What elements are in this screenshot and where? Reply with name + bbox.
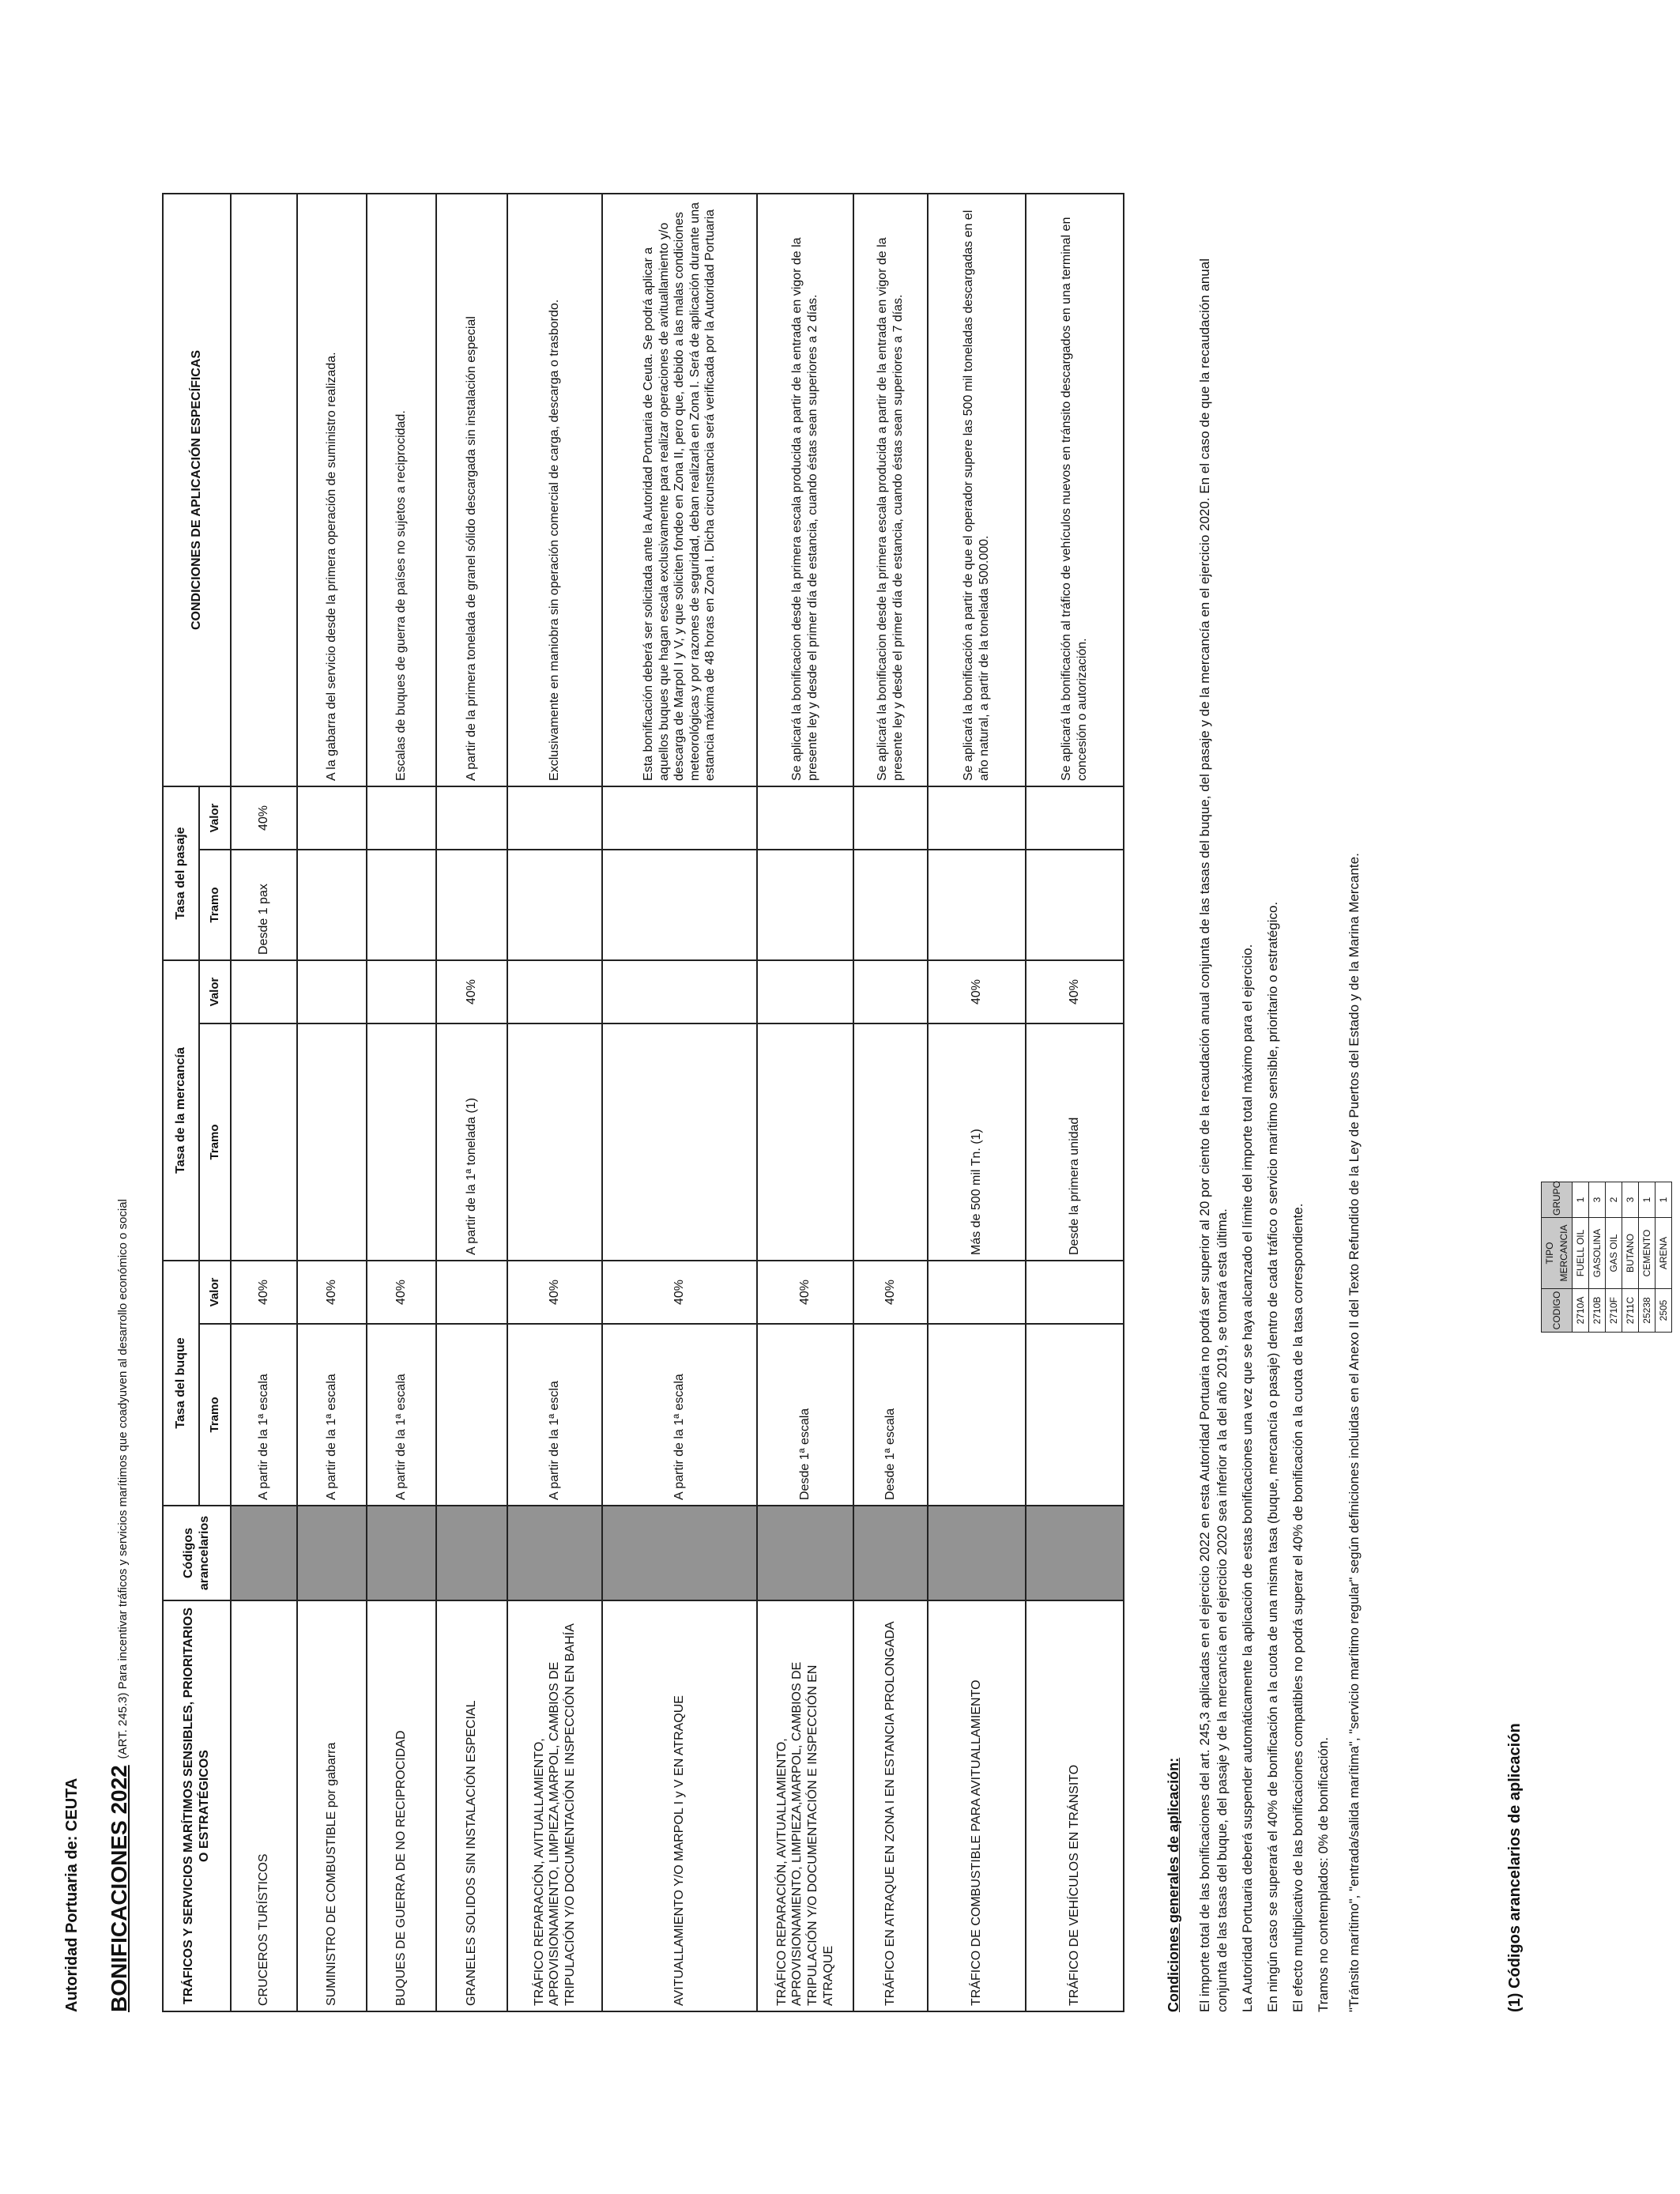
cell-pasaje-valor (928, 786, 1026, 850)
cell-condiciones: Exclusivamente en maniobra sin operación comercial de carga, descarga o trasbordo. (507, 194, 602, 786)
group-cell: 3 (1622, 1182, 1639, 1218)
cell-buque-valor (436, 1261, 507, 1324)
table-row (928, 194, 1026, 2011)
cell-merc-tramo: Desde la primera unidad (1026, 1023, 1124, 1261)
condition-paragraph: La Autoridad Portuaria deberá suspender automáticamente la aplicación de estas bonificaciones una vez que se haya alcanzado el límite del importe total máximo para el ejercicio. (1240, 944, 1256, 2012)
cell-pasaje-tramo (436, 850, 507, 960)
cell-buque-tramo: A partir de la 1ª escala (602, 1324, 757, 1506)
cell-pasaje-valor (602, 786, 757, 850)
type-cell: BUTANO (1622, 1218, 1639, 1289)
table-row (757, 194, 853, 2011)
cell-trafico: AVITUALLAMIENTO Y/O MARPOL I y V EN ATRAQUE (602, 1600, 757, 2011)
cell-merc-valor (367, 960, 436, 1023)
cell-pasaje-valor (757, 786, 853, 850)
codes-row (1656, 1182, 1672, 1333)
codes-row (1606, 1182, 1622, 1333)
title-text: BONIFICACIONES 2022 (107, 1765, 131, 2012)
header-buque-tramo: Tramo (199, 1324, 231, 1506)
header-trafico: TRÁFICOS Y SERVICIOS MARÍTIMOS SENSIBLES, PRIORITARIOS O ESTRATÉGICOS (163, 1600, 231, 2011)
table-row (507, 194, 602, 2011)
cell-pasaje-tramo (507, 850, 602, 960)
cell-pasaje-valor (436, 786, 507, 850)
cell-codigos (507, 1506, 602, 1600)
code-cell: 2505 (1656, 1289, 1672, 1333)
cell-trafico: TRÁFICO DE COMBUSTIBLE PARA AVITUALLAMIENTO (928, 1600, 1026, 2011)
cell-merc-tramo (507, 1023, 602, 1261)
cell-buque-valor (1026, 1261, 1124, 1324)
cell-buque-valor: 40% (853, 1261, 928, 1324)
condition-paragraph: En ningún caso se superará el 40% de bonificación a la cuota de una misma tasa (buque, mercancía o pasaje) dentro de cada tráfico o servicio marítimo sensible, prioritario o estratégico. (1265, 901, 1281, 2012)
header-merc-tramo: Tramo (199, 1023, 231, 1261)
cell-merc-tramo (297, 1023, 367, 1261)
codes-title: (1) Códigos arancelarios de aplicación (1506, 1723, 1524, 2012)
table-row (231, 194, 297, 2011)
cell-codigos (1026, 1506, 1124, 1600)
cell-condiciones: Esta bonificación deberá ser solicitada ante la Autoridad Portuaria de Ceuta. Se podrá aplicar a aquellos buques que hagan escala exclusivamente para realizar operaciones de avituallamiento y/o descarga de Marpol I y V, y que soliciten fondeo en Zona II, pero que, debido a las malas condiciones meteorológicas y por razones de seguridad, deban realizarla en Zona I. Será de aplicación durante una estancia máxima de 48 horas en Zona I. Dicha circunstancia será verificada por la Autoridad Portuaria (602, 194, 757, 786)
type-cell: CEMENTO (1639, 1218, 1656, 1289)
codes-row (1622, 1182, 1639, 1333)
header-tasa-pasaje: Tasa del pasaje (163, 786, 199, 960)
conditions-title: Condiciones generales de aplicación: (1166, 1757, 1181, 2012)
cell-merc-tramo (757, 1023, 853, 1261)
page-title (107, 1199, 132, 2012)
cell-pasaje-tramo: Desde 1 pax (231, 850, 297, 960)
condition-paragraph: "Tránsito marítimo", "entrada/salida marítima", "servicio marítimo regular" según definiciones incluidas en el Anexo II del Texto Refundido de la Ley de Puertos del Estado y de la Marina Mercante. (1346, 853, 1362, 2012)
cell-merc-valor: 40% (928, 960, 1026, 1023)
cell-trafico: GRANELES SOLIDOS SIN INSTALACIÓN ESPECIAL (436, 1600, 507, 2011)
condition-paragraph: El efecto multiplicativo de las bonificaciones compatibles no podrá superar el 40% de bonificación a la cuota de la tasa correspondiente. (1290, 1203, 1306, 2012)
cell-pasaje-valor (367, 786, 436, 850)
cell-condiciones: A la gabarra del servicio desde la primera operación de suministro realizada. (297, 194, 367, 786)
cell-merc-valor (602, 960, 757, 1023)
codes-row (1573, 1182, 1589, 1333)
cell-codigos (757, 1506, 853, 1600)
cell-pasaje-valor (1026, 786, 1124, 850)
cell-buque-valor: 40% (602, 1261, 757, 1324)
cell-buque-tramo: A partir de la 1ª escala (297, 1324, 367, 1506)
type-cell: GAS OIL (1606, 1218, 1622, 1289)
cell-condiciones: Se aplicará la bonificación al tráfico de vehículos nuevos en tránsito descargados en una terminal en concesión o autorización. (1026, 194, 1124, 786)
codes-row (1589, 1182, 1606, 1333)
cell-buque-tramo: A partir de la 1ª escala (231, 1324, 297, 1506)
cell-trafico: BUQUES DE GUERRA DE NO RECIPROCIDAD (367, 1600, 436, 2011)
cell-buque-tramo: A partir de la 1ª escala (367, 1324, 436, 1506)
cell-buque-tramo: Desde 1ª escala (853, 1324, 928, 1506)
table-row (853, 194, 928, 2011)
table-row (1026, 194, 1124, 2011)
cell-codigos (367, 1506, 436, 1600)
cell-merc-tramo (367, 1023, 436, 1261)
cell-codigos (928, 1506, 1026, 1600)
cell-merc-valor (297, 960, 367, 1023)
cell-buque-tramo: Desde 1ª escala (757, 1324, 853, 1506)
condition-paragraph: Tramos no contemplados: 0% de bonificación. (1316, 1736, 1332, 2012)
codes-header-tipo: TIPO MERCANCIA (1542, 1218, 1573, 1289)
group-cell: 1 (1639, 1182, 1656, 1218)
cell-pasaje-tramo (297, 850, 367, 960)
cell-pasaje-tramo (853, 850, 928, 960)
header-pasaje-valor: Valor (199, 786, 231, 850)
bonificaciones-table (162, 193, 1124, 2012)
cell-buque-tramo (1026, 1324, 1124, 1506)
cell-merc-tramo (602, 1023, 757, 1261)
cell-buque-valor: 40% (507, 1261, 602, 1324)
cell-buque-valor: 40% (297, 1261, 367, 1324)
cell-merc-valor: 40% (1026, 960, 1124, 1023)
cell-condiciones (231, 194, 297, 786)
cell-condiciones: A partir de la primera tonelada de granel sólido descargada sin instalación especial (436, 194, 507, 786)
cell-merc-tramo (231, 1023, 297, 1261)
cell-trafico: TRÁFICO REPARACIÓN, AVITUALLAMIENTO, APROVISIONAMIENTO, LIMPIEZA,MARPOL, CAMBIOS DE TRIPULACIÓN Y/O DOCUMENTACIÓN E INSPECCIÓN EN BAHÍA (507, 1600, 602, 2011)
group-cell: 3 (1589, 1182, 1606, 1218)
title-note: (ART. 245.3) Para incentivar tráficos y servicios marítimos que coadyuven al desarrollo económico o social (116, 1199, 130, 1759)
header-condiciones: CONDICIONES DE APLICACIÓN ESPECÍFICAS (163, 194, 231, 786)
codes-header-grupo: GRUPO (1542, 1182, 1573, 1218)
codes-row (1639, 1182, 1656, 1333)
cell-merc-valor (231, 960, 297, 1023)
cell-buque-valor: 40% (367, 1261, 436, 1324)
header-tasa-buque: Tasa del buque (163, 1261, 199, 1506)
code-cell: 2711C (1622, 1289, 1639, 1333)
cell-pasaje-tramo (602, 850, 757, 960)
cell-buque-tramo (928, 1324, 1026, 1506)
group-cell: 2 (1606, 1182, 1622, 1218)
cell-pasaje-valor (507, 786, 602, 850)
type-cell: GASOLINA (1589, 1218, 1606, 1289)
cell-pasaje-valor (853, 786, 928, 850)
condition-paragraph: El importe total de las bonificaciones del art. 245,3 aplicadas en el ejercicio 2022 en esta Autoridad Portuaria no podrá ser superior al 20 por ciento de la recaudación anual conjunta de las tasas del buque, del pasaje y de la mercancía en el ejercicio 2020. En el caso de que la recaudación anual conjunta de las tasas del buque, del pasaje y de la mercancía en el ejercicio 2020 sea inferior a la del año 2019, se tomará esta última. (1197, 258, 1230, 2012)
cell-merc-tramo: A partir de la 1ª tonelada (1) (436, 1023, 507, 1261)
table-row (367, 194, 436, 2011)
cell-codigos (297, 1506, 367, 1600)
cell-buque-tramo (436, 1324, 507, 1506)
cell-trafico: TRÁFICO EN ATRAQUE EN ZONA I EN ESTANCIA PROLONGADA (853, 1600, 928, 2011)
code-cell: 2710A (1573, 1289, 1589, 1333)
cell-pasaje-valor: 40% (231, 786, 297, 850)
table-row (436, 194, 507, 2011)
type-cell: FUELL OIL (1573, 1218, 1589, 1289)
codes-header-codigo: CODIGO (1542, 1289, 1573, 1333)
cell-merc-tramo (853, 1023, 928, 1261)
header-buque-valor: Valor (199, 1261, 231, 1324)
group-cell: 1 (1656, 1182, 1672, 1218)
code-cell: 25238 (1639, 1289, 1656, 1333)
cell-condiciones: Se aplicará la bonificacion desde la primera escala producida a partir de la entrada en vigor de la presente ley y desde el primer día de estancia, cuando éstas sean superiores a 7 días. (853, 194, 928, 786)
cell-codigos (853, 1506, 928, 1600)
cell-merc-valor (507, 960, 602, 1023)
cell-codigos (231, 1506, 297, 1600)
cell-pasaje-tramo (757, 850, 853, 960)
cell-trafico: TRÁFICO DE VEHÍCULOS EN TRÁNSITO (1026, 1600, 1124, 2011)
type-cell: ARENA (1656, 1218, 1672, 1289)
cell-codigos (602, 1506, 757, 1600)
cell-buque-valor: 40% (757, 1261, 853, 1324)
group-cell: 1 (1573, 1182, 1589, 1218)
cell-merc-valor (853, 960, 928, 1023)
header-merc-valor: Valor (199, 960, 231, 1023)
cell-pasaje-tramo (928, 850, 1026, 960)
codes-table (1541, 1182, 1672, 1333)
cell-pasaje-tramo (367, 850, 436, 960)
header-pasaje-tramo: Tramo (199, 850, 231, 960)
code-cell: 2710B (1589, 1289, 1606, 1333)
header-tasa-mercancia: Tasa de la mercancía (163, 960, 199, 1261)
cell-buque-valor (928, 1261, 1026, 1324)
table-row (602, 194, 757, 2011)
table-row (297, 194, 367, 2011)
cell-merc-valor (757, 960, 853, 1023)
authority-label: Autoridad Portuaria de: CEUTA (63, 1777, 81, 2012)
cell-merc-valor: 40% (436, 960, 507, 1023)
cell-trafico: SUMINISTRO DE COMBUSTIBLE por gabarra (297, 1600, 367, 2011)
cell-pasaje-tramo (1026, 850, 1124, 960)
cell-condiciones: Se aplicará la bonificación a partir de que el operador supere las 500 mil toneladas descargadas en el año natural, a partir de la tonelada 500.000. (928, 194, 1026, 786)
cell-condiciones: Escalas de buques de guerra de países no sujetos a reciprocidad. (367, 194, 436, 786)
cell-merc-tramo: Más de 500 mil Tn. (1) (928, 1023, 1026, 1261)
general-conditions (1166, 226, 1371, 2012)
cell-trafico: CRUCEROS TURÍSTICOS (231, 1600, 297, 2011)
cell-buque-valor: 40% (231, 1261, 297, 1324)
header-codigos: Códigos arancelarios (163, 1506, 231, 1600)
cell-condiciones: Se aplicará la bonificacion desde la primera escala producida a partir de la entrada en vigor de la presente ley y desde el primer día de estancia, cuando éstas sean superiores a 2 días. (757, 194, 853, 786)
cell-pasaje-valor (297, 786, 367, 850)
code-cell: 2710F (1606, 1289, 1622, 1333)
cell-codigos (436, 1506, 507, 1600)
cell-trafico: TRÁFICO REPARACIÓN, AVITUALLAMIENTO, APROVISIONAMIENTO, LIMPIEZA,MARPOL, CAMBIOS DE TRIPULACIÓN Y/O DOCUMENTACIÓN E INSPECCIÓN EN ATRAQUE (757, 1600, 853, 2011)
cell-buque-tramo: A partir de la 1ª escla (507, 1324, 602, 1506)
